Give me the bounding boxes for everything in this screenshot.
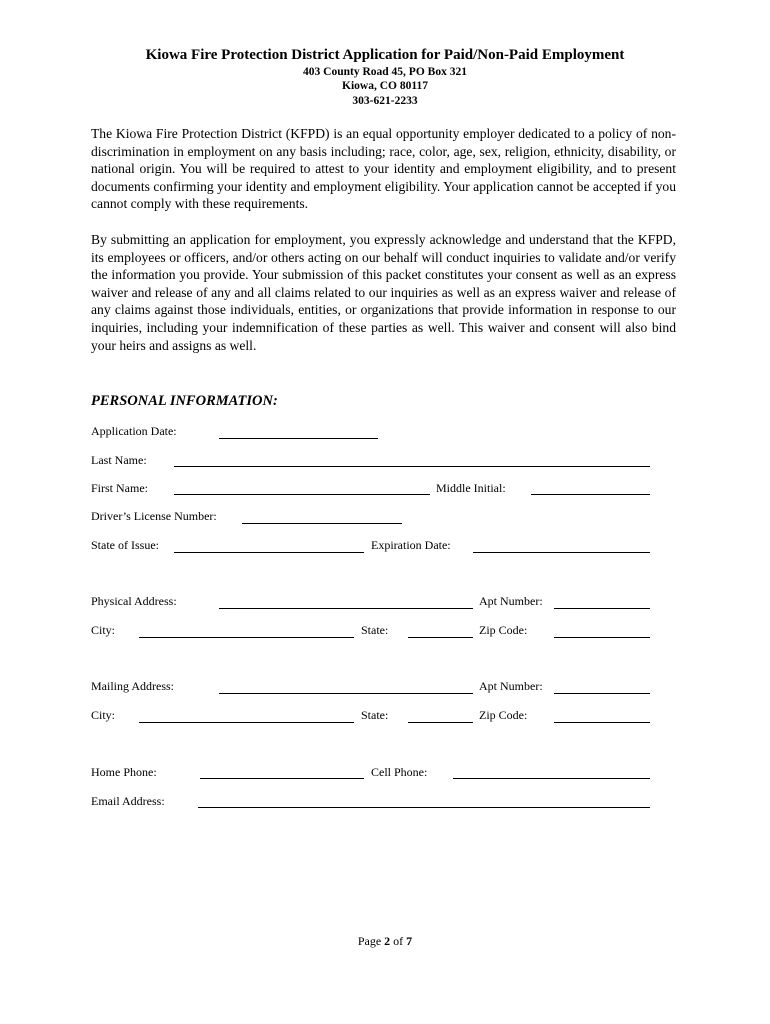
state-of-issue-field[interactable] xyxy=(174,537,364,553)
middle-initial-label: Middle Initial: xyxy=(436,481,506,495)
mailing-state-label: State: xyxy=(361,708,389,722)
page-current: 2 xyxy=(384,934,391,948)
physical-city-label: City: xyxy=(91,623,116,637)
physical-apt-number-field[interactable] xyxy=(554,593,650,609)
email-address-field[interactable] xyxy=(198,792,650,808)
personal-information-heading: PERSONAL INFORMATION: xyxy=(91,393,278,409)
mailing-apt-number-label: Apt Number: xyxy=(479,679,543,693)
header-city-state-zip: Kiowa, CO 80117 xyxy=(342,80,428,92)
header-address: 403 County Road 45, PO Box 321 xyxy=(303,66,467,78)
application-date-label: Application Date: xyxy=(91,424,177,438)
mailing-address-label: Mailing Address: xyxy=(91,679,174,693)
page-number xyxy=(0,934,770,949)
drivers-license-field[interactable] xyxy=(242,508,402,524)
page-total: 7 xyxy=(406,934,413,948)
home-phone-field[interactable] xyxy=(200,763,364,779)
application-date-field[interactable] xyxy=(219,423,378,439)
home-phone-label: Home Phone: xyxy=(91,765,157,779)
mailing-city-label: City: xyxy=(91,708,116,722)
last-name-label: Last Name: xyxy=(91,453,147,467)
physical-state-label: State: xyxy=(361,623,389,637)
first-name-label: First Name: xyxy=(91,481,148,495)
physical-zip-code-label: Zip Code: xyxy=(479,623,528,637)
drivers-license-label: Driver’s License Number: xyxy=(91,509,217,523)
mailing-apt-number-field[interactable] xyxy=(554,678,650,694)
page-prefix: Page xyxy=(357,934,385,948)
page-of: of xyxy=(390,934,407,948)
last-name-field[interactable] xyxy=(174,451,650,467)
state-of-issue-label: State of Issue: xyxy=(91,538,159,552)
first-name-field[interactable] xyxy=(174,479,430,495)
mailing-zip-code-field[interactable] xyxy=(554,707,650,723)
physical-state-field[interactable] xyxy=(408,622,473,638)
mailing-zip-code-label: Zip Code: xyxy=(479,708,528,722)
physical-zip-code-field[interactable] xyxy=(554,622,650,638)
cell-phone-field[interactable] xyxy=(453,763,650,779)
document-title: Kiowa Fire Protection District Application for Paid/Non-Paid Employment xyxy=(145,47,625,63)
physical-address-field[interactable] xyxy=(219,593,473,609)
header-phone: 303-621-2233 xyxy=(352,95,418,107)
middle-initial-field[interactable] xyxy=(531,479,650,495)
cell-phone-label: Cell Phone: xyxy=(371,765,428,779)
mailing-address-field[interactable] xyxy=(219,678,473,694)
expiration-date-field[interactable] xyxy=(473,537,650,553)
mailing-state-field[interactable] xyxy=(408,707,473,723)
physical-city-field[interactable] xyxy=(139,622,354,638)
expiration-date-label: Expiration Date: xyxy=(371,538,451,552)
physical-apt-number-label: Apt Number: xyxy=(479,594,543,608)
consent-waiver-paragraph: By submitting an application for employment, you expressly acknowledge and understand that the KFPD, its employees or officers, and/or others acting on our behalf will conduct inquiries to validate and/or verify the information you provide. Your submission of this packet constitutes your consent as well as an express waiver and release of any and all claims related to our inquiries as well as an express waiver and release of any claims against those individuals, entities, or organizations that provide information in response to our inquiries, including your indemnification of these parties as well. This waiver and consent will also bind your heirs and assigns as well. xyxy=(91,232,676,353)
eeo-statement-paragraph: The Kiowa Fire Protection District (KFPD) is an equal opportunity employer dedicated to a policy of non-discrimination in employment on any basis including; race, color, age, sex, religion, ethnicity, disability, or national origin. You will be required to attest to your identity and employment eligibility, and to present documents confirming your identity and employment eligibility. Your application cannot be accepted if you cannot comply with these requirements. xyxy=(91,126,676,212)
email-address-label: Email Address: xyxy=(91,794,165,808)
physical-address-label: Physical Address: xyxy=(91,594,177,608)
mailing-city-field[interactable] xyxy=(139,707,354,723)
